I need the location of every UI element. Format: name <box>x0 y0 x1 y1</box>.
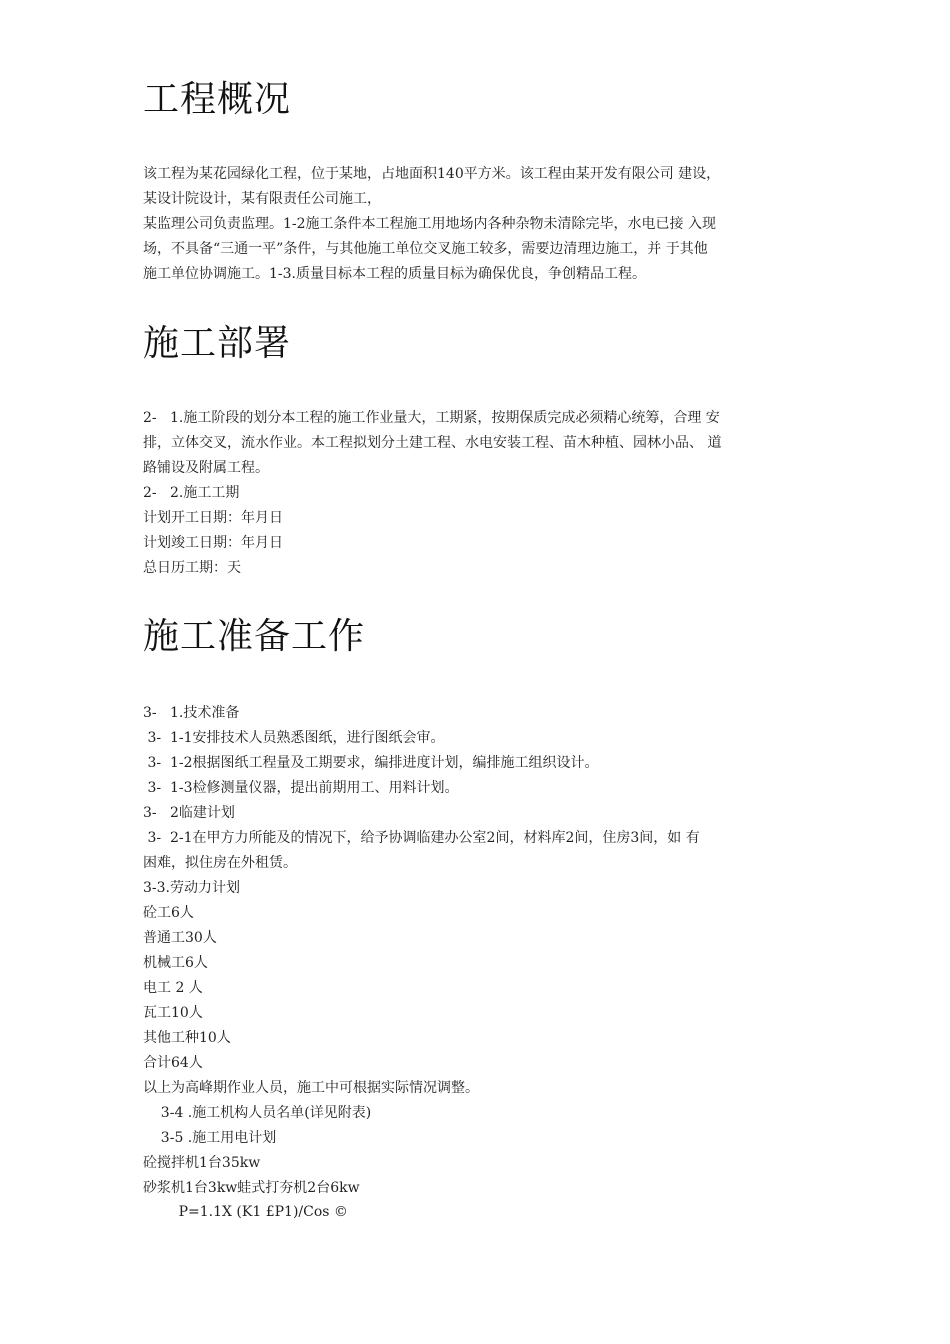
preparation-line-6: 3- 2-1在甲方力所能及的情况下，给予协调临建办公室2间，材料库2间，住房3间，如 有 <box>143 830 700 846</box>
preparation-line-19: 砼搅拌机1台35kw <box>143 1155 261 1171</box>
preparation-line-13: 瓦工10人 <box>143 1005 203 1021</box>
deployment-line-1: 2- 1.施工阶段的划分本工程的施工作业量大，工期紧，按期保质完成必须精心统筹，合理 安 <box>143 410 720 426</box>
preparation-line-18: 3-5 .施工用电计划 <box>143 1130 277 1146</box>
section-title-deployment: 施工部署 <box>143 323 292 364</box>
deployment-line-3: 路铺设及附属工程。 <box>143 460 269 476</box>
preparation-line-16: 以上为高峰期作业人员，施工中可根据实际情况调整。 <box>143 1080 479 1096</box>
deployment-line-5: 计划开工日期：年月日 <box>143 510 283 526</box>
preparation-line-3: 3- 1-2根据图纸工程量及工期要求，编排进度计划，编排施工组织设计。 <box>143 755 599 771</box>
preparation-line-7: 困难，拟住房在外租赁。 <box>143 855 297 871</box>
deployment-line-7: 总日历工期：天 <box>143 560 241 576</box>
preparation-line-10: 普通工30人 <box>143 930 217 946</box>
overview-line-3: 某监理公司负责监理。1-2施工条件本工程施工用地场内各种杂物未清除完毕，水电已接 入现 <box>143 216 716 232</box>
section-title-overview: 工程概况 <box>143 79 292 120</box>
section-title-preparation: 施工准备工作 <box>143 616 366 657</box>
preparation-line-1: 3- 1.技术准备 <box>143 705 240 721</box>
preparation-line-14: 其他工种10人 <box>143 1030 231 1046</box>
preparation-line-15: 合计64人 <box>143 1055 203 1071</box>
preparation-line-20: 砂浆机1台3kw蛙式打夯机2台6kw <box>143 1180 360 1196</box>
deployment-line-2: 排，立体交叉，流水作业。本工程拟划分土建工程、水电安装工程、苗木种植、园林小品、 道 <box>143 435 722 451</box>
preparation-line-11: 机械工6人 <box>143 955 208 971</box>
preparation-line-4: 3- 1-3检修测量仪器，提出前期用工、用料计划。 <box>143 780 459 796</box>
overview-line-1: 该工程为某花园绿化工程，位于某地，占地面积140平方米。该工程由某开发有限公司 建设， <box>143 166 721 182</box>
preparation-line-8: 3-3.劳动力计划 <box>143 880 240 896</box>
preparation-line-21: P=1.1X (K1 £P1)/Cos © <box>143 1204 348 1220</box>
preparation-line-9: 砼工6人 <box>143 905 194 921</box>
preparation-line-2: 3- 1-1安排技术人员熟悉图纸，进行图纸会审。 <box>143 730 445 746</box>
overview-line-2: 某设计院设计，某有限责任公司施工， <box>143 191 381 207</box>
preparation-line-17: 3-4 .施工机构人员名单(详见附表) <box>143 1105 372 1121</box>
deployment-line-6: 计划竣工日期：年月日 <box>143 535 283 551</box>
deployment-line-4: 2- 2.施工工期 <box>143 485 240 501</box>
overview-line-5: 施工单位协调施工。1-3.质量目标本工程的质量目标为确保优良，争创精品工程。 <box>143 266 646 282</box>
preparation-line-5: 3- 2临建计划 <box>143 805 235 821</box>
overview-line-4: 场，不具备“三通一平”条件，与其他施工单位交叉施工较多，需要边清理边施工，并 于其他 <box>143 241 708 257</box>
preparation-line-12: 电工 2 人 <box>143 980 203 996</box>
